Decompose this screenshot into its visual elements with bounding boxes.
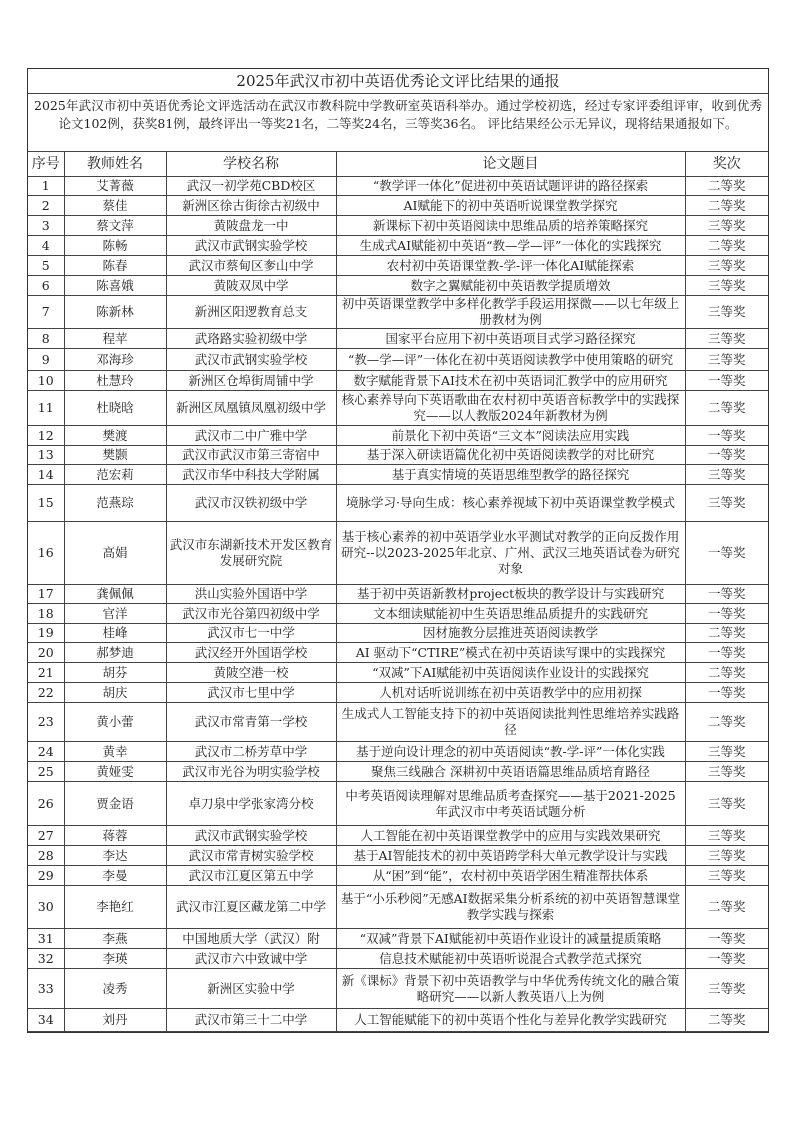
- table-row: [28, 196, 768, 216]
- paper-title: 中考英语阅读理解对思维品质考查探究——基于2021-2025年武汉市中考英语试题分析: [336, 782, 685, 826]
- paper-title: 基于初中英语新教材project板块的教学设计与实践研究: [336, 585, 685, 604]
- award-level: 二等奖: [685, 624, 768, 643]
- teacher-name: 龚佩佩: [64, 585, 166, 604]
- school-name: 武汉市汉铁初级中学: [166, 485, 336, 522]
- teacher-name: 李燕: [64, 929, 166, 949]
- award-level: 三等奖: [685, 465, 768, 485]
- school-name: 武汉市常青树实验学校: [166, 846, 336, 866]
- table-row: [28, 426, 768, 446]
- school-name: 武汉市七里中学: [166, 683, 336, 703]
- award-level: 一等奖: [685, 446, 768, 465]
- teacher-name: 邓海珍: [64, 349, 166, 371]
- paper-title: 基于逆向设计理念的初中英语阅读“教-学-评”一体化实践: [336, 742, 685, 762]
- paper-title: 基于核心素养的初中英语学业水平测试对教学的正向反拨作用研究--以2023-2025年北京、广州、武汉三地英语试卷为研究对象: [336, 522, 685, 585]
- school-name: 武汉经开外国语学校: [166, 643, 336, 663]
- row-number: 11: [28, 391, 64, 426]
- paper-title: 文本细读赋能初中生英语思维品质提升的实践研究: [336, 604, 685, 624]
- header-teacher: 教师姓名: [64, 152, 166, 177]
- row-number: 19: [28, 624, 64, 643]
- header-seq: 序号: [28, 152, 64, 177]
- row-number: 13: [28, 446, 64, 465]
- award-level: 三等奖: [685, 216, 768, 236]
- paper-title: “教学评一体化”促进初中英语试题评讲的路径探索: [336, 177, 685, 196]
- teacher-name: 郝梦迪: [64, 643, 166, 663]
- row-number: 25: [28, 762, 64, 782]
- table-row: [28, 762, 768, 782]
- table-row: [28, 866, 768, 886]
- row-number: 24: [28, 742, 64, 762]
- school-name: 武汉市华中科技大学附属: [166, 465, 336, 485]
- teacher-name: 李达: [64, 846, 166, 866]
- teacher-name: 桂峰: [64, 624, 166, 643]
- teacher-name: 黄小蕾: [64, 703, 166, 742]
- teacher-name: 樊颢: [64, 446, 166, 465]
- row-number: 7: [28, 296, 64, 329]
- award-level: 三等奖: [685, 296, 768, 329]
- row-number: 33: [28, 969, 64, 1009]
- table-row: [28, 643, 768, 663]
- row-number: 27: [28, 826, 64, 846]
- school-name: 新洲区徐古街徐古初级中: [166, 196, 336, 216]
- table-row: [28, 256, 768, 276]
- school-name: 武汉市武钢实验学校: [166, 349, 336, 371]
- header-paper-title: 论文题目: [336, 152, 685, 177]
- award-level: 一等奖: [685, 604, 768, 624]
- teacher-name: 官洋: [64, 604, 166, 624]
- table-row: [28, 446, 768, 465]
- teacher-name: 陈新林: [64, 296, 166, 329]
- table-row: [28, 969, 768, 1009]
- award-level: 二等奖: [685, 1009, 768, 1032]
- intro-paragraph: 2025年武汉市初中英语优秀论文评选活动在武汉市教科院中学教研室英语科举办。通过学校初选，经过专家评委组评审，收到优秀论文102例，获奖81例，最终评出一等奖21名，二等奖24名，三等奖36名。 评比结果经公示无异议，现将结果通报如下。: [28, 94, 768, 152]
- paper-title: 农村初中英语课堂教-学-评一体化AI赋能探索: [336, 256, 685, 276]
- table-row: [28, 485, 768, 522]
- school-name: 武汉一初学苑CBD校区: [166, 177, 336, 196]
- table-row: [28, 371, 768, 391]
- teacher-name: 黄娅雯: [64, 762, 166, 782]
- table-row: [28, 349, 768, 371]
- award-level: 三等奖: [685, 485, 768, 522]
- paper-title: 数字赋能背景下AI技术在初中英语词汇教学中的应用研究: [336, 371, 685, 391]
- paper-title: 基于真实情境的英语思维型教学的路径探究: [336, 465, 685, 485]
- school-name: 武汉市二中广雅中学: [166, 426, 336, 446]
- table-row: [28, 236, 768, 256]
- award-level: 一等奖: [685, 949, 768, 969]
- table-row: [28, 663, 768, 683]
- paper-title: 基于“小乐秒阅”无感AI数据采集分析系统的初中英语智慧课堂教学实践与探索: [336, 886, 685, 929]
- row-number: 4: [28, 236, 64, 256]
- teacher-name: 蔡佳: [64, 196, 166, 216]
- paper-title: 数字之翼赋能初中英语教学提质增效: [336, 276, 685, 296]
- school-name: 武汉市武钢实验学校: [166, 236, 336, 256]
- school-name: 武汉市武钢实验学校: [166, 826, 336, 846]
- school-name: 武汉市武汉市第三寄宿中: [166, 446, 336, 465]
- teacher-name: 程苹: [64, 329, 166, 349]
- table-row: [28, 742, 768, 762]
- row-number: 20: [28, 643, 64, 663]
- row-number: 15: [28, 485, 64, 522]
- row-number: 22: [28, 683, 64, 703]
- row-number: 31: [28, 929, 64, 949]
- award-level: 二等奖: [685, 196, 768, 216]
- teacher-name: 樊渡: [64, 426, 166, 446]
- paper-title: 因材施教分层推进英语阅读教学: [336, 624, 685, 643]
- row-number: 21: [28, 663, 64, 683]
- school-name: 武汉市第三十二中学: [166, 1009, 336, 1032]
- table-row: [28, 929, 768, 949]
- paper-title: 人机对话听说训练在初中英语教学中的应用初探: [336, 683, 685, 703]
- row-number: 8: [28, 329, 64, 349]
- row-number: 34: [28, 1009, 64, 1032]
- teacher-name: 杜慧玲: [64, 371, 166, 391]
- paper-title: 生成式人工智能支持下的初中英语阅读批判性思维培养实践路径: [336, 703, 685, 742]
- award-level: 二等奖: [685, 886, 768, 929]
- header-award: 奖次: [685, 152, 768, 177]
- table-row: [28, 391, 768, 426]
- award-level: 三等奖: [685, 329, 768, 349]
- document-title: 2025年武汉市初中英语优秀论文评比结果的通报: [28, 69, 768, 94]
- award-level: 三等奖: [685, 969, 768, 1009]
- teacher-name: 李瑛: [64, 949, 166, 969]
- award-level: 三等奖: [685, 349, 768, 371]
- header-school: 学校名称: [166, 152, 336, 177]
- teacher-name: 陈畅: [64, 236, 166, 256]
- paper-title: 核心素养导向下英语歌曲在农村初中英语音标教学中的实践探究——以人教版2024年新教材为例: [336, 391, 685, 426]
- teacher-name: 凌秀: [64, 969, 166, 1009]
- school-name: 武汉市江夏区藏龙第二中学: [166, 886, 336, 929]
- teacher-name: 刘丹: [64, 1009, 166, 1032]
- paper-title: AI赋能下的初中英语听说课堂教学探究: [336, 196, 685, 216]
- award-level: 三等奖: [685, 826, 768, 846]
- award-level: 二等奖: [685, 177, 768, 196]
- award-level: 三等奖: [685, 782, 768, 826]
- award-level: 三等奖: [685, 742, 768, 762]
- school-name: 武汉市常青第一学校: [166, 703, 336, 742]
- award-level: 三等奖: [685, 846, 768, 866]
- paper-title: 新《课标》背景下初中英语教学与中华优秀传统文化的融合策略研究——以新人教英语八上为例: [336, 969, 685, 1009]
- school-name: 黄陂空港一校: [166, 663, 336, 683]
- paper-title: 基于深入研读语篇优化初中英语阅读教学的对比研究: [336, 446, 685, 465]
- teacher-name: 范宏莉: [64, 465, 166, 485]
- award-level: 二等奖: [685, 391, 768, 426]
- school-name: 中国地质大学（武汉）附: [166, 929, 336, 949]
- award-level: 二等奖: [685, 703, 768, 742]
- paper-title: [336, 349, 685, 371]
- award-level: 二等奖: [685, 663, 768, 683]
- teacher-name: 李艳红: [64, 886, 166, 929]
- table-row: [28, 465, 768, 485]
- award-level: 二等奖: [685, 236, 768, 256]
- school-name: 洪山实验外国语中学: [166, 585, 336, 604]
- award-level: 三等奖: [685, 866, 768, 886]
- table-row: [28, 703, 768, 742]
- paper-title: 基于AI智能技术的初中英语跨学科大单元教学设计与实践: [336, 846, 685, 866]
- teacher-name: 高娟: [64, 522, 166, 585]
- paper-title: 国家平台应用下初中英语项目式学习路径探究: [336, 329, 685, 349]
- row-number: 23: [28, 703, 64, 742]
- award-level: 一等奖: [685, 683, 768, 703]
- table-row: [28, 296, 768, 329]
- school-name: 新洲区凤凰镇凤凰初级中学: [166, 391, 336, 426]
- teacher-name: 贾金语: [64, 782, 166, 826]
- teacher-name: 黄幸: [64, 742, 166, 762]
- row-number: 6: [28, 276, 64, 296]
- table-row: [28, 585, 768, 604]
- teacher-name: 胡庆: [64, 683, 166, 703]
- award-notice-table: [27, 68, 769, 1033]
- school-name: 武汉市江夏区第五中学: [166, 866, 336, 886]
- school-name: 新洲区仓埠街周铺中学: [166, 371, 336, 391]
- school-name: 武汉市七一中学: [166, 624, 336, 643]
- school-name: 武汉市蔡甸区奓山中学: [166, 256, 336, 276]
- teacher-name: 蒋蓉: [64, 826, 166, 846]
- table-row: [28, 522, 768, 585]
- school-name: 武汉市东湖新技术开发区教育发展研究院: [166, 522, 336, 585]
- teacher-name: 杜晓晗: [64, 391, 166, 426]
- award-level: 一等奖: [685, 929, 768, 949]
- teacher-name: 胡芬: [64, 663, 166, 683]
- award-level: 一等奖: [685, 426, 768, 446]
- results-table: [28, 152, 768, 1032]
- paper-title: AI 驱动下“CTIRE”模式在初中英语读写课中的实践探究: [336, 643, 685, 663]
- table-row: [28, 782, 768, 826]
- teacher-name: 艾菁薇: [64, 177, 166, 196]
- teacher-name: 蔡文萍: [64, 216, 166, 236]
- paper-title: 聚焦三线融合 深耕初中英语语篇思维品质培育路径: [336, 762, 685, 782]
- row-number: 10: [28, 371, 64, 391]
- row-number: 14: [28, 465, 64, 485]
- teacher-name: 陈春: [64, 256, 166, 276]
- school-name: 新洲区阳逻教育总支: [166, 296, 336, 329]
- row-number: 32: [28, 949, 64, 969]
- table-row: [28, 216, 768, 236]
- school-name: 黄陂双凤中学: [166, 276, 336, 296]
- row-number: 26: [28, 782, 64, 826]
- school-name: 武汉市光谷第四初级中学: [166, 604, 336, 624]
- table-row: [28, 683, 768, 703]
- row-number: 12: [28, 426, 64, 446]
- paper-title: 人工智能赋能下的初中英语个性化与差异化教学实践研究: [336, 1009, 685, 1032]
- row-number: 30: [28, 886, 64, 929]
- paper-title: 生成式AI赋能初中英语“教—学—评”一体化的实践探究: [336, 236, 685, 256]
- teacher-name: 李曼: [64, 866, 166, 886]
- school-name: 新洲区实验中学: [166, 969, 336, 1009]
- award-level: 三等奖: [685, 276, 768, 296]
- paper-title: 新课标下初中英语阅读中思维品质的培养策略探究: [336, 216, 685, 236]
- row-number: 16: [28, 522, 64, 585]
- row-number: 9: [28, 349, 64, 371]
- table-row: [28, 846, 768, 866]
- table-row: [28, 604, 768, 624]
- award-level: 三等奖: [685, 256, 768, 276]
- paper-title: 信息技术赋能初中英语听说混合式教学范式探究: [336, 949, 685, 969]
- award-level: 一等奖: [685, 643, 768, 663]
- paper-title: 初中英语课堂教学中多样化教学手段运用探微——以七年级上册教材为例: [336, 296, 685, 329]
- table-row: [28, 1009, 768, 1032]
- paper-title: 从“困”到“能”，农村初中英语学困生精准帮扶体系: [336, 866, 685, 886]
- award-level: 一等奖: [685, 371, 768, 391]
- school-name: 武汉市光谷为明实验学校: [166, 762, 336, 782]
- table-row: [28, 949, 768, 969]
- teacher-name: 范燕琮: [64, 485, 166, 522]
- table-row: [28, 826, 768, 846]
- paper-title-text: “教—学—评”一体化在初中英语阅读教学中使用策略的研究: [347, 351, 674, 367]
- school-name: 卓刀泉中学张家湾分校: [166, 782, 336, 826]
- paper-title: 前景化下初中英语“三文本”阅读法应用实践: [336, 426, 685, 446]
- school-name: 武汉市二桥芳草中学: [166, 742, 336, 762]
- row-number: 1: [28, 177, 64, 196]
- award-level: 一等奖: [685, 585, 768, 604]
- table-row: [28, 624, 768, 643]
- paper-title: 境脉学习·导向生成：核心素养视域下初中英语课堂教学模式: [336, 485, 685, 522]
- table-row: [28, 177, 768, 196]
- row-number: 29: [28, 866, 64, 886]
- school-name: 黄陂盘龙一中: [166, 216, 336, 236]
- teacher-name: 陈喜娥: [64, 276, 166, 296]
- row-number: 3: [28, 216, 64, 236]
- paper-title: 人工智能在初中英语课堂教学中的应用与实践效果研究: [336, 826, 685, 846]
- award-level: 三等奖: [685, 762, 768, 782]
- paper-title: “双减”下AI赋能初中英语阅读作业设计的实践探究: [336, 663, 685, 683]
- row-number: 17: [28, 585, 64, 604]
- table-row: [28, 886, 768, 929]
- row-number: 18: [28, 604, 64, 624]
- school-name: 武汉市六中致诚中学: [166, 949, 336, 969]
- table-row: [28, 276, 768, 296]
- school-name: 武珞路实验初级中学: [166, 329, 336, 349]
- row-number: 5: [28, 256, 64, 276]
- award-level: 一等奖: [685, 522, 768, 585]
- table-row: [28, 329, 768, 349]
- table-header-row: [28, 152, 768, 177]
- paper-title: “双减”背景下AI赋能初中英语作业设计的减量提质策略: [336, 929, 685, 949]
- row-number: 28: [28, 846, 64, 866]
- row-number: 2: [28, 196, 64, 216]
